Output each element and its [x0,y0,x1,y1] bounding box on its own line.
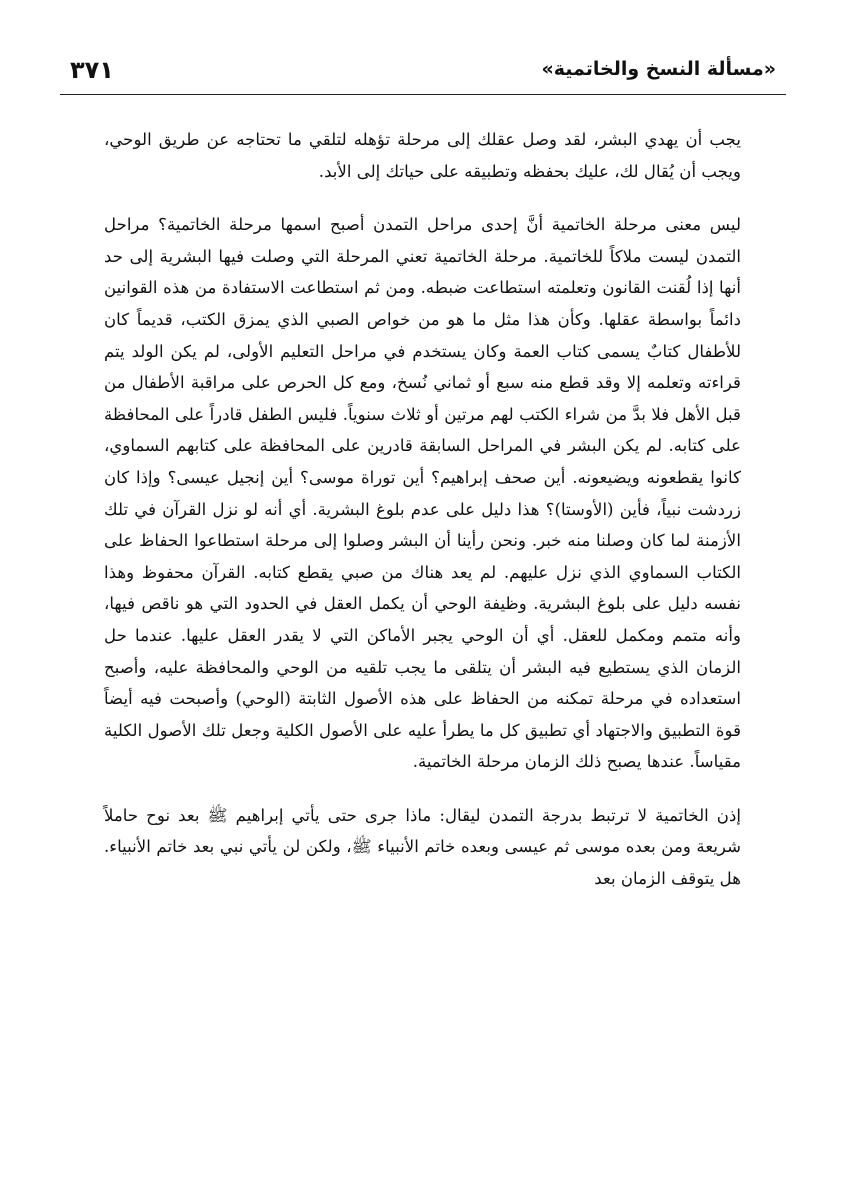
paragraph-2: ليس معنى مرحلة الخاتمية أنَّ إحدى مراحل التمدن أصبح اسمها مرحلة الخاتمية؟ مراحل التمدن ليست ملاكاً للخاتمية. مرحلة الخاتمية تعني المرحلة التي وصلت فيها البشرية إلى حد أنها إذا لُقنت القانون وتعلمته استطاعت ضبطه. ومن ثم استطاعت الاستفادة من هذه القوانين دائماً بواسطة عقلها. وكأن هذا مثل ما هو من خواص الصبي الذي يمزق الكتب، قديماً كان للأطفال كتابٌ يسمى كتاب العمة وكان يستخدم في مراحل التعليم الأولى، لم يكن الولد يتم قراءته وتعلمه إلا وقد قطع منه سبع أو ثماني نُسخ، ومع كل الحرص على مراقبة الأطفال من قبل الأهل فلا بدَّ من شراء الكتب لهم مرتين أو ثلاث سنوياً. فليس الطفل قادراً على المحافظة على كتابه. لم يكن البشر في المراحل السابقة قادرين على المحافظة على كتابهم السماوي، كانوا يقطعونه ويضيعونه. أين صحف إبراهيم؟ أين توراة موسى؟ أين إنجيل عيسى؟ وإذا كان زردشت نبياً، فأين (الأوستا)؟ هذا دليل على عدم بلوغ البشرية. أي أنه لو نزل القرآن في تلك الأزمنة لما كان وصلنا منه خبر. ونحن رأينا أن البشر وصلوا إلى مرحلة استطاعوا الحفاظ على الكتاب السماوي الذي نزل عليهم. لم يعد هناك من صبي يقطع كتابه. القرآن محفوظ وهذا نفسه دليل على بلوغ البشرية. وظيفة الوحي أن يكمل العقل في الحدود التي هو ناقص فيها، وأنه متمم ومكمل للعقل. أي أن الوحي يجبر الأماكن التي لا يقدر العقل عليها. عندما حل الزمان الذي يستطيع فيه البشر أن يتلقى ما يجب تلقيه من الوحي والمحافظة عليه، وأصبح استعداده في مرحلة تمكنه من الحفاظ على هذه الأصول الثابتة (الوحي) وأصبحت فيه أيضاً قوة التطبيق والاجتهاد أي تطبيق كل ما يطرأ عليه على الأصول الكلية وجعل تلك الأصول الكلية مقياساً. عندها يصبح ذلك الزمان مرحلة الخاتمية. [104,215,741,772]
header-divider [60,94,786,95]
running-title: «مسألة النسخ والخاتمية» [541,58,776,80]
paragraph-3: إذن الخاتمية لا ترتبط بدرجة التمدن ليقال: ماذا جرى حتى يأتي إبراهيم ﷺ بعد نوح حاملاً شريعة ومن بعده موسى ثم عيسى وبعده خاتم الأنبياء ﷺ، ولكن لن يأتي نبي بعد خاتم الأنبياء. هل يتوقف الزمان بعد [104,805,741,889]
page-number: ٣٧١ [70,56,114,84]
main-text [104,124,741,895]
paragraph-1: يجب أن يهدي البشر، لقد وصل عقلك إلى مرحلة تؤهله لتلقي ما تحتاجه عن طريق الوحي، ويجب أن يُقال لك، عليك بحفظه وتطبيقه على حياتك إلى الأبد. [104,130,741,181]
page-header [60,52,786,96]
